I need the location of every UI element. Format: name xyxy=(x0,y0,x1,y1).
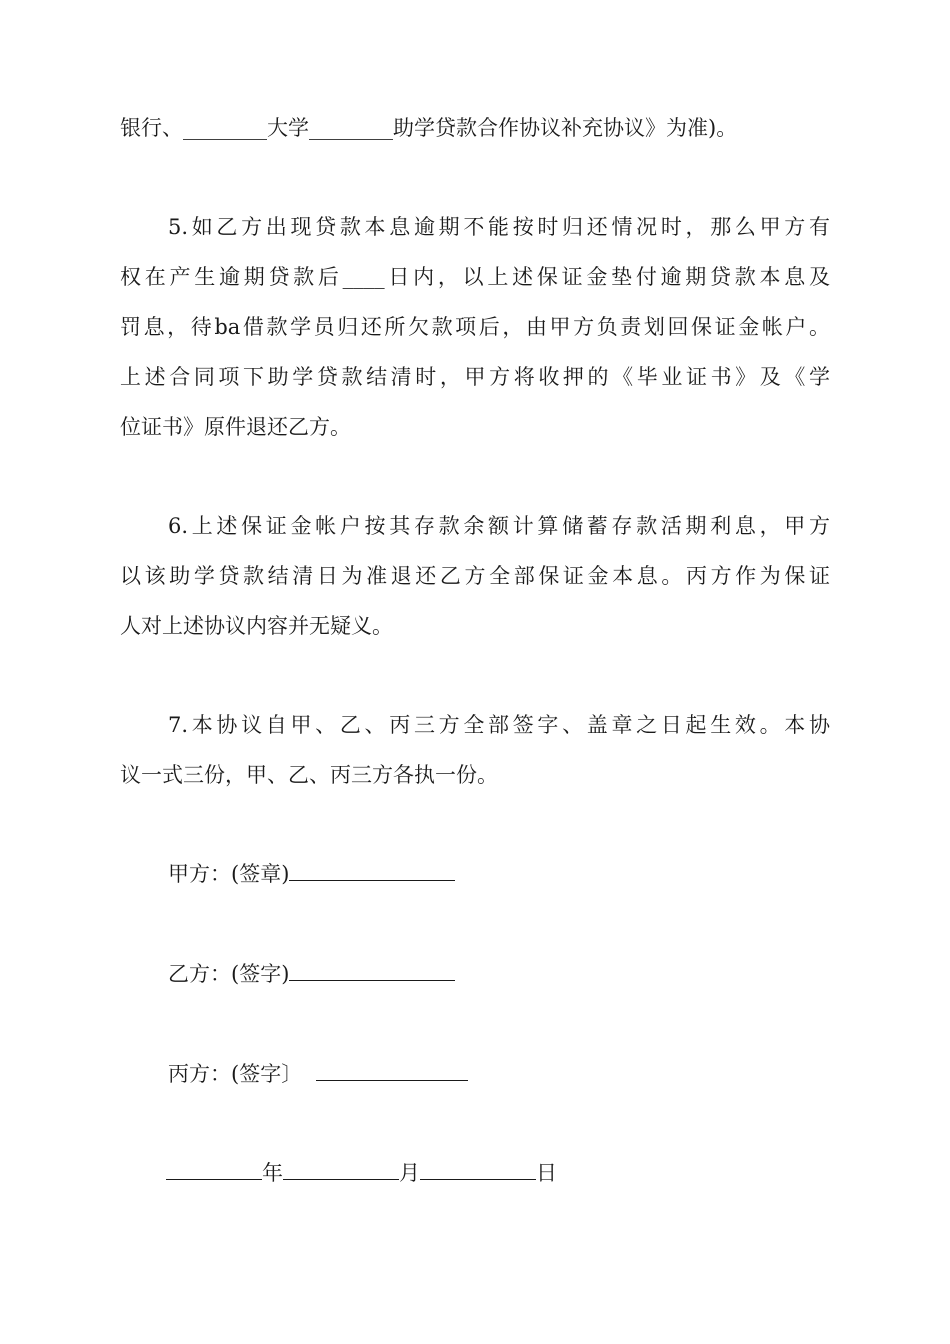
clause-7-line-1: 7.本协议自甲、乙、丙三方全部签字、盖章之日起生效。本协 xyxy=(168,713,830,737)
party-b-label: 乙方：(签字) xyxy=(168,962,290,986)
signature-party-b xyxy=(168,958,455,989)
clause-6-line-1: 6.上述保证金帐户按其存款余额计算储蓄存款活期利息，甲方 xyxy=(168,514,830,538)
party-c-signature-blank[interactable] xyxy=(316,1058,468,1081)
year-label: 年 xyxy=(262,1161,283,1185)
clause-5-line-5: 位证书》原件退还乙方。 xyxy=(120,415,351,439)
clause-5-line-1: 5.如乙方出现贷款本息逾期不能按时归还情况时，那么甲方有 xyxy=(168,215,830,239)
party-c-label: 丙方：(签字〕 xyxy=(168,1062,303,1086)
month-blank[interactable] xyxy=(283,1157,399,1180)
clause-5-line-4: 上述合同项下助学贷款结清时，甲方将收押的《毕业证书》及《学 xyxy=(120,365,830,389)
clause-5-line-2: 权在产生逾期贷款后____日内，以上述保证金垫付逾期贷款本息及 xyxy=(120,265,830,289)
day-blank[interactable] xyxy=(420,1157,536,1180)
clause-6-line-2: 以该助学贷款结清日为准退还乙方全部保证金本息。丙方作为保证 xyxy=(120,564,830,588)
year-blank[interactable] xyxy=(166,1157,262,1180)
signature-party-c xyxy=(168,1058,468,1089)
month-label: 月 xyxy=(399,1161,420,1185)
party-b-signature-blank[interactable] xyxy=(289,958,455,981)
day-label: 日 xyxy=(536,1161,557,1185)
signature-party-a xyxy=(168,858,455,889)
party-a-signature-blank[interactable] xyxy=(289,858,455,881)
clause-5-line-3: 罚息，待ba借款学员归还所欠款项后，由甲方负责划回保证金帐户。 xyxy=(120,315,830,339)
clause-6-line-3: 人对上述协议内容并无疑义。 xyxy=(120,614,393,638)
clause-7-line-2: 议一式三份，甲、乙、丙三方各执一份。 xyxy=(120,763,498,787)
text-line-1: 银行、________大学________助学贷款合作协议补充协议》为准)。 xyxy=(120,116,738,140)
party-a-label: 甲方：(签章) xyxy=(168,862,290,886)
date-line xyxy=(166,1157,557,1188)
